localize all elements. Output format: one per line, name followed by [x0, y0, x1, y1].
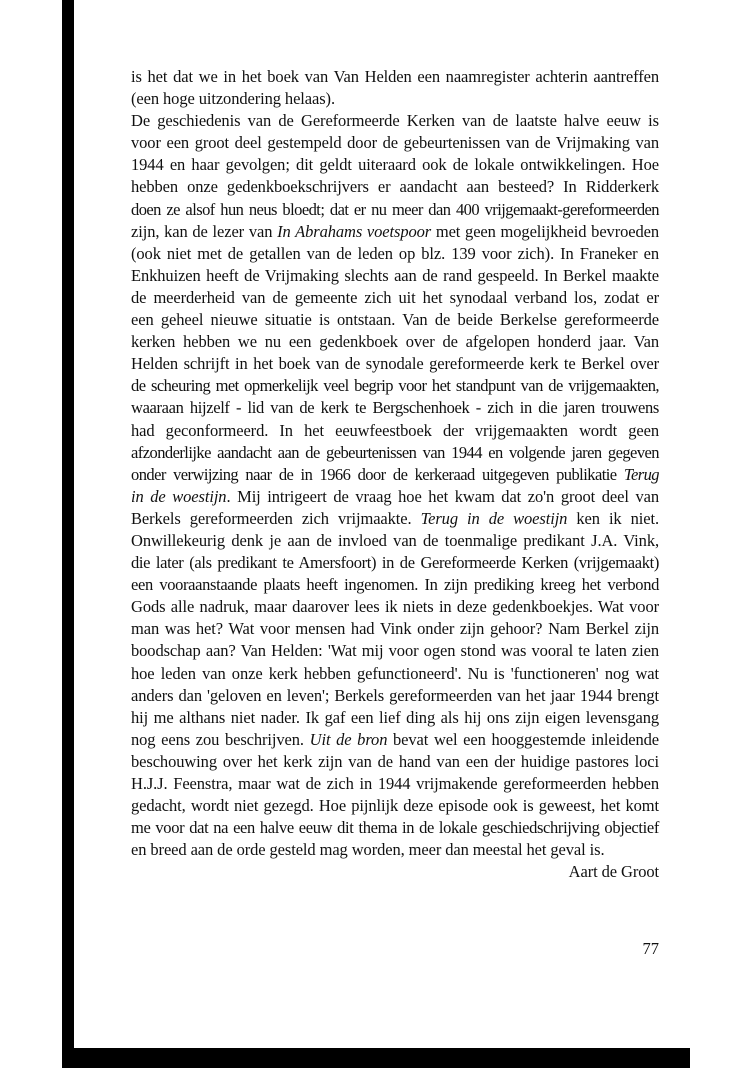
text-segment: bevat wel een hooggestemde inleidende	[387, 729, 659, 749]
text-segment: anders dan 'geloven en leven'; Berkels gereformeerden van het jaar 1944 brengt	[131, 685, 659, 705]
text-segment: hoe leden van onze kerk hebben gefunctioneerd'. Nu is 'functioneren' nog wat	[131, 663, 659, 683]
text-line	[131, 132, 659, 154]
text-segment: de meerderheid van de gemeente zich uit het synodaal verband los, zodat er	[131, 287, 659, 307]
italic-title: in de woestijn	[131, 486, 227, 506]
text-segment: 1944 en haar gevolgen; dit geldt uiteraard ook de lokale ontwikkelingen. Hoe	[131, 155, 659, 175]
text-line	[131, 420, 659, 442]
text-segment: een geheel nieuwe situatie is ontstaan. Van de beide Berkelse gereformeerde	[131, 310, 659, 330]
text-segment: met geen mogelijkheid bevroeden	[431, 221, 659, 241]
text-line	[131, 685, 659, 707]
text-line	[131, 773, 659, 795]
text-line	[131, 221, 659, 243]
text-segment: voor een groot deel gestempeld door de gebeurtenissen van de Vrijmaking van	[131, 133, 659, 153]
text-segment: beschouwing over het kerk zijn van de hand van een der huidige pastores loci	[131, 751, 659, 771]
text-segment: boodschap aan? Van Helden: 'Wat mij voor ogen stond was vooral te laten zien	[131, 641, 659, 661]
text-segment: had geconformeerd. In het eeuwfeestboek der vrijgemaakten wordt geen	[131, 420, 659, 440]
text-segment: hebben onze gedenkboekschrijvers er aandacht aan besteed? In Ridderkerk	[131, 177, 659, 197]
scan-left-border	[62, 0, 74, 1068]
text-segment: De geschiedenis van de Gereformeerde Kerken van de laatste halve eeuw is	[131, 111, 659, 131]
text-line	[131, 663, 659, 685]
italic-title: In Abrahams voetspoor	[277, 221, 432, 241]
body-text	[131, 66, 659, 883]
text-segment: man was het? Wat voor mensen had Vink onder zijn gehoor? Nam Berkel zijn	[131, 619, 659, 639]
italic-title: Terug	[623, 464, 659, 484]
text-line	[131, 309, 659, 331]
text-segment: die later (als predikant te Amersfoort) in de Gereformeerde Kerken (vrijgemaakt)	[131, 553, 659, 573]
text-segment: is het dat we in het boek van Van Helden een naamregister achterin aantreffen	[131, 67, 659, 86]
text-line	[131, 817, 659, 839]
text-segment: Enkhuizen heeft de Vrijmaking slechts aan de rand gespeeld. In Berkel maakte	[131, 265, 659, 285]
text-line	[131, 110, 659, 132]
text-segment: me voor dat na een halve eeuw dit thema in de lokale geschiedschrijving objectief	[131, 818, 659, 838]
text-segment: ken ik niet.	[567, 508, 659, 528]
text-line	[131, 66, 659, 88]
text-segment: nog eens zou beschrijven.	[131, 729, 310, 749]
italic-title: Terug in de woestijn	[420, 508, 568, 528]
text-segment: afzonderlijke aandacht aan de gebeurtenissen van 1944 en volgende jaren gegeven	[131, 442, 659, 462]
text-segment: kerken hebben we nu een gedenkboek over de afgelopen honderd jaar. Van	[131, 332, 659, 352]
text-segment: een vooraanstaande plaats heeft ingenomen. In zijn prediking kreeg het verbond	[131, 575, 659, 595]
page-number: 77	[642, 939, 659, 958]
text-line	[131, 199, 659, 221]
text-line	[131, 397, 659, 419]
text-line	[131, 640, 659, 662]
text-line	[131, 574, 659, 596]
text-line	[131, 265, 659, 287]
text-segment: Berkels gereformeerden zich vrijmaakte.	[131, 508, 421, 528]
text-line	[131, 243, 659, 265]
text-line	[131, 707, 659, 729]
text-segment: gedacht, wordt niet gezegd. Hoe pijnlijk deze episode ook is geweest, het komt	[131, 796, 659, 816]
text-segment: Gods alle nadruk, maar daarover lees ik niets in deze gedenkboekjes. Wat voor	[131, 597, 659, 617]
text-line	[131, 618, 659, 640]
text-line	[131, 486, 659, 508]
text-line	[131, 839, 659, 861]
text-line	[131, 751, 659, 773]
text-line	[131, 176, 659, 198]
italic-title: Uit de bron	[309, 729, 388, 749]
text-line	[131, 729, 659, 751]
text-line	[131, 596, 659, 618]
text-line	[131, 552, 659, 574]
scan-bottom-border	[62, 1048, 690, 1068]
text-line	[131, 353, 659, 375]
text-line	[131, 375, 659, 397]
text-segment: hij me althans niet nader. Ik gaf een lief ding als hij ons zijn eigen levensgang	[131, 707, 659, 727]
text-segment: de scheuring met opmerkelijk veel begrip voor het standpunt van de vrijgemaakten,	[131, 376, 659, 396]
text-segment: zijn, kan de lezer van	[131, 221, 278, 241]
text-line	[131, 442, 659, 464]
text-line	[131, 464, 659, 486]
text-line	[131, 508, 659, 530]
text-segment: Onwillekeurig denk je aan de invloed van de toenmalige predikant J.A. Vink,	[131, 530, 659, 550]
text-segment: H.J.J. Feenstra, maar wat de zich in 1944 vrijmakende gereformeerden hebben	[131, 774, 659, 793]
text-segment: doen ze alsof hun neus bloedt; dat er nu meer dan 400 vrijgemaakt-gereformeerden	[131, 199, 659, 219]
author-signature: Aart de Groot	[568, 862, 659, 882]
text-line	[131, 331, 659, 353]
text-segment: (een hoge uitzondering helaas).	[131, 89, 335, 109]
text-segment: en breed aan de orde gesteld mag worden, meer dan meestal het geval is.	[131, 840, 605, 860]
text-segment: . Mij intrigeert de vraag hoe het kwam dat zo'n groot deel van	[226, 486, 659, 506]
text-segment: Helden schrijft in het boek van de synodale gereformeerde kerk te Berkel over	[131, 354, 659, 374]
text-segment: (ook niet met de getallen van de leden op blz. 139 voor zich). In Franeker en	[131, 243, 659, 263]
text-line	[131, 795, 659, 817]
text-line	[131, 154, 659, 176]
text-segment: onder verwijzing naar de in 1966 door de kerkeraad uitgegeven publikatie	[131, 464, 624, 484]
text-line	[131, 88, 659, 110]
text-segment: waaraan hijzelf - lid van de kerk te Bergschenhoek - zich in die jaren trouwens	[131, 398, 659, 418]
text-line	[131, 530, 659, 552]
text-line	[131, 287, 659, 309]
